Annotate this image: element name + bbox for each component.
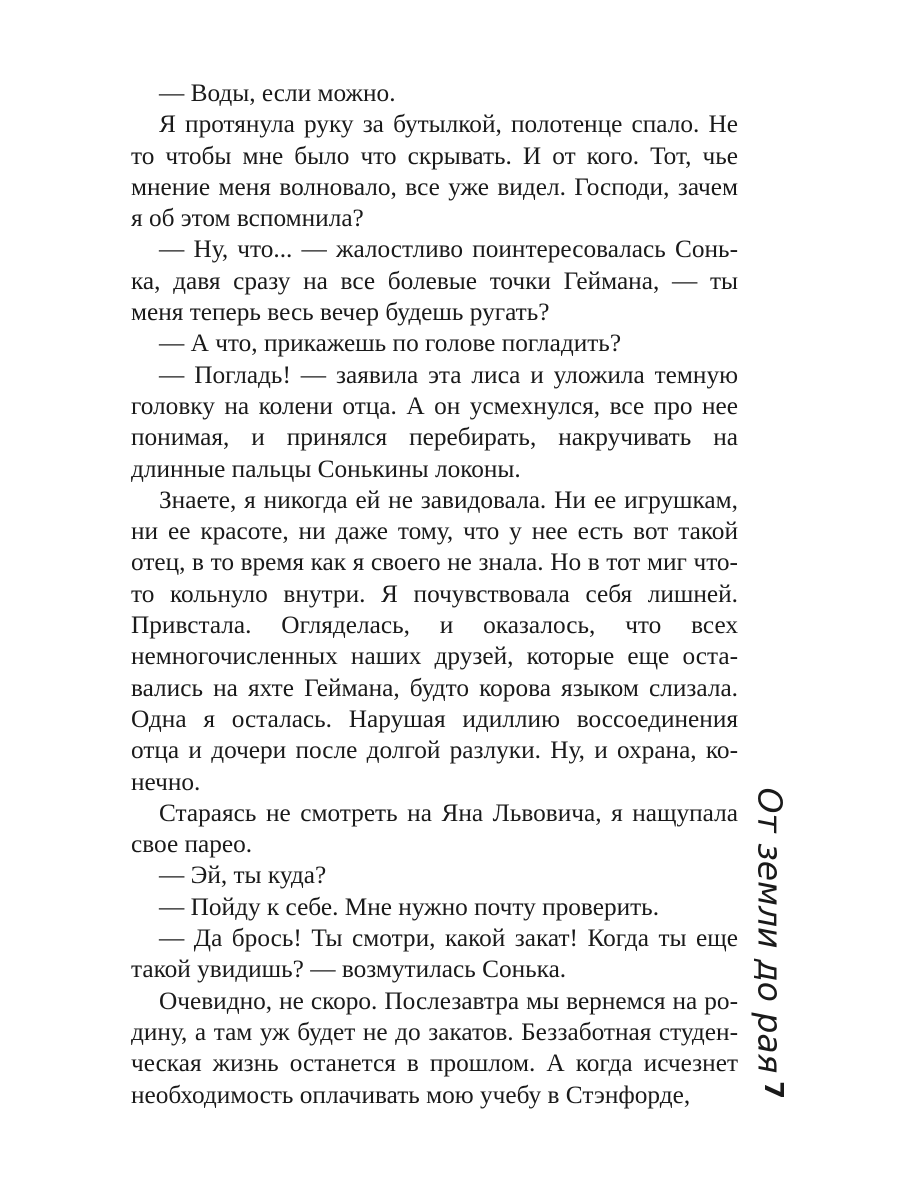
- paragraph: Знаете, я никогда ей не завидовала. Ни ее игрушкам, ни ее красоте, ни даже тому, что у нее есть вот такой отец, в то время как я своего не знала. Но в тот миг что-то кольнуло внутри. Я почувствовала себя лишней. Привстала. Огляделась, и оказалось, что всех немногочисленных наших друзей, которые еще оставались на яхте Геймана, будто корова языком слизала. Одна я осталась. Нарушая идиллию воссоединения отца и дочери после долгой разлуки. Ну, и охрана, конечно.: [131, 485, 738, 796]
- body-text: [131, 78, 738, 1111]
- paragraph: — А что, прикажешь по голове погладить?: [159, 329, 622, 358]
- running-title-text: От земли до рая: [750, 787, 790, 1073]
- paragraph: Стараясь не смотреть на Яна Львовича, я нащупала свое парео.: [131, 798, 738, 859]
- paragraph: — Пойду к себе. Мне нужно почту проверить.: [159, 892, 660, 921]
- paragraph: — Ну, что... — жалостливо поинтересовалась Сонька, давя сразу на все болевые точки Геймана, — ты меня теперь весь вечер будешь ругать?: [131, 235, 738, 327]
- running-title: [740, 787, 800, 1073]
- paragraph: — Да брось! Ты смотри, какой закат! Когда ты еще такой увидишь? — возмутилась Сонька.: [131, 924, 738, 984]
- paragraph: Я протянула руку за бутылкой, полотенце спало. Не то чтобы мне было что скрывать. И от кого. Тот, чье мнение меня волновало, все уже видел. Господи, зачем я об этом вспомнила?: [131, 110, 738, 233]
- paragraph: — Погладь! — заявила эта лиса и уложила темную головку на колени отца. А он усмехнулся, все про нее понимая, и принялся перебирать, накручивать на длинные пальцы Сонькины локоны.: [131, 360, 738, 483]
- paragraph: — Воды, если можно.: [159, 79, 396, 107]
- page-number: [758, 1070, 788, 1110]
- paragraph: — Эй, ты куда?: [159, 861, 327, 890]
- page-number-text: 7: [758, 1080, 788, 1100]
- paragraph: Очевидно, не скоро. Послезавтра мы вернемся на родину, а там уж будет не до закатов. Беззаботная студенческая жизнь останется в прошлом. А когда исчезнет необходимость оплачивать мою учебу в Стэнфорде,: [131, 986, 738, 1109]
